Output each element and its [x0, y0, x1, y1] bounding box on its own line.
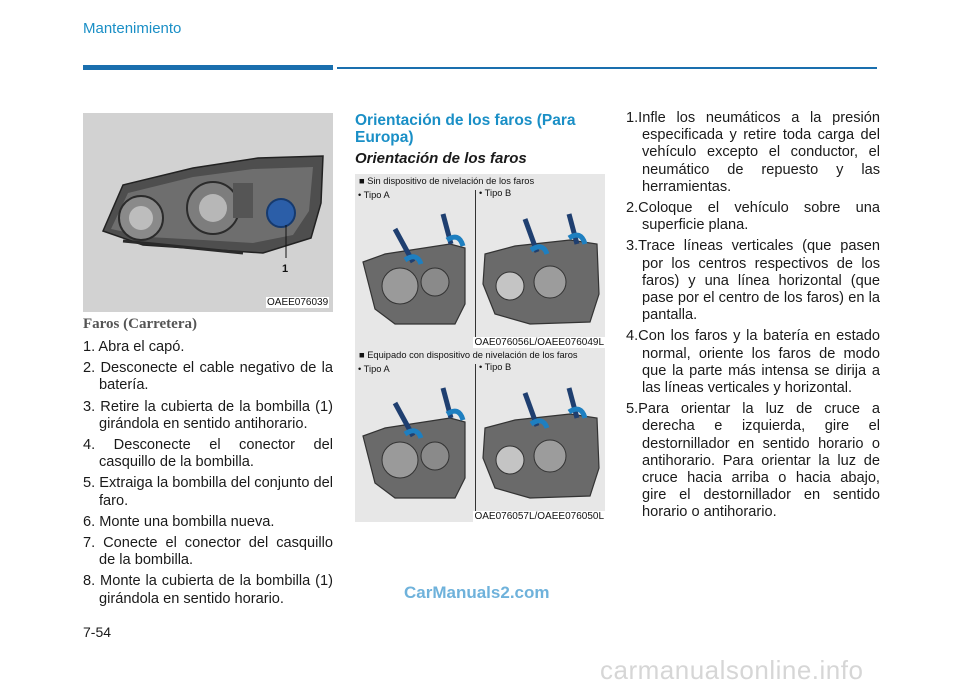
subhead-faros: Faros (Carretera): [83, 316, 197, 332]
diagram1-header: ■ Sin dispositivo de nivelación de los faros: [359, 176, 535, 186]
bulb-replacement-section: [83, 316, 333, 612]
step-item: 1.Infle los neumáticos a la presión especificada y retire toda carga del vehículo excepto el conductor, el neumático de repuesto y las herramientas.: [626, 110, 880, 195]
step-item: 4.Con los faros y la batería en estado normal, oriente los faros de modo que la parte más intensa se dirija a las líneas verticales y horizontal.: [626, 328, 880, 397]
step-item: 1. Abra el capó.: [83, 339, 185, 355]
diagram1-tipo-a: • Tipo A: [358, 190, 390, 200]
step-item: 2. Desconecte el cable negativo de la batería.: [83, 360, 333, 394]
step-item: 2.Coloque el vehículo sobre una superficie plana.: [626, 200, 880, 234]
step-item: 5. Extraiga la bombilla del conjunto del faro.: [83, 475, 333, 509]
step-item: 5.Para orientar la luz de cruce a derecha e izquierda, gire el destornillador en sentido horario o antihorario. Para orientar la luz de cruce hacia arriba o hacia abajo, gire el destornillador en sentido horario o antihorario.: [626, 401, 880, 521]
header-rule-thin: [337, 67, 877, 69]
diagram2-illustration: [355, 348, 605, 522]
step-item: 3. Retire la cubierta de la bombilla (1) girándola en sentido antihorario.: [83, 398, 333, 432]
diagram2-code: OAE076057L/OAEE076050L: [474, 511, 604, 522]
watermark-carmanuals2[interactable]: CarManuals2.com: [404, 583, 550, 602]
header-rule-thick: [83, 65, 333, 70]
diagram2-tipo-a: • Tipo A: [358, 364, 390, 374]
heading-orientacion: Orientación de los faros (Para Europa): [355, 112, 576, 146]
diagram1-code: OAE076056L/OAEE076049L: [474, 337, 604, 348]
figure1-code: OAEE076039: [267, 297, 329, 308]
bulb-steps: [83, 339, 333, 608]
step-item: 7. Conecte el conector del casquillo de la bombilla.: [83, 535, 333, 569]
diagram2-header: ■ Equipado con dispositivo de nivelación de los faros: [359, 350, 578, 360]
aiming-steps: [626, 110, 880, 522]
step-item: 3.Trace líneas verticales (que pasen por los centros respectivos de los faros) y una línea horizontal (que pase por el centro de los faros) en la pantalla.: [626, 238, 880, 324]
headlamp-illustration: [83, 113, 333, 312]
diagram1-tipo-b: • Tipo B: [479, 188, 512, 198]
subheading-orientacion: Orientación de los faros: [355, 150, 527, 167]
aiming-diagram-with-leveling: [355, 348, 605, 522]
diagram2-tipo-b: • Tipo B: [479, 362, 512, 372]
headlamp-figure: [83, 113, 333, 312]
section-title: Mantenimiento: [83, 20, 182, 37]
diagram1-illustration: [355, 174, 605, 348]
page-number: 7-54: [83, 624, 112, 640]
aiming-procedure-section: [626, 110, 880, 526]
step-item: 8. Monte la cubierta de la bombilla (1) girándola en sentido horario.: [83, 573, 333, 607]
aiming-diagram-without-leveling: [355, 174, 605, 348]
step-item: 6. Monte una bombilla nueva.: [83, 513, 275, 530]
figure1-callout: 1: [282, 263, 289, 275]
step-item: 4. Desconecte el conector del casquillo de la bombilla.: [83, 437, 333, 471]
watermark-carmanualsonline: carmanualsonline.info: [600, 655, 864, 685]
